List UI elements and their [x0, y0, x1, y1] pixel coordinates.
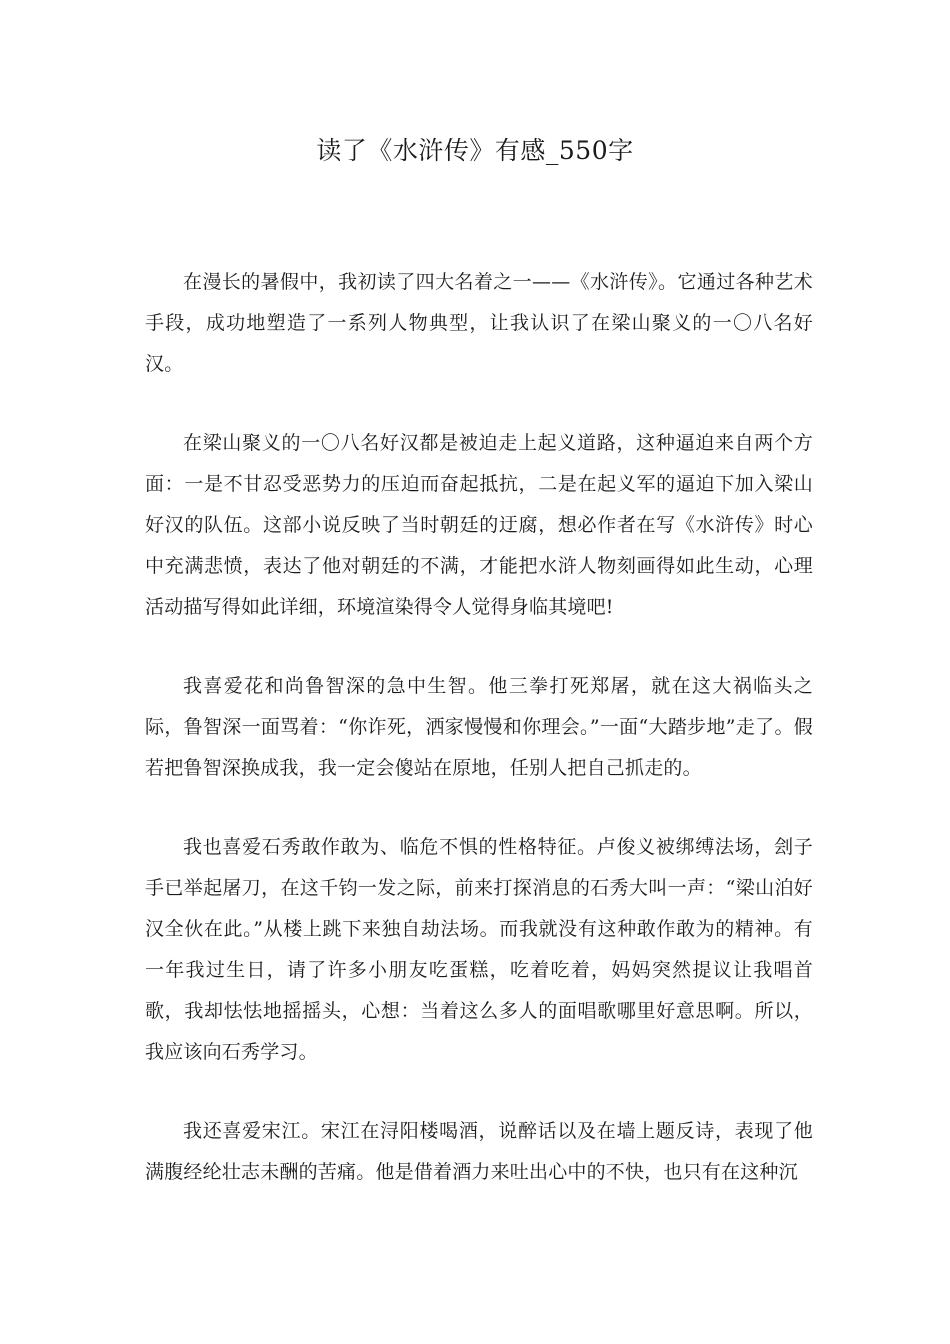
paragraph-3: 我喜爱花和尚鲁智深的急中生智。他三拳打死郑屠，就在这大祸临头之际，鲁智深一面骂着：“你诈死，洒家慢慢和你理会。”一面“大踏步地”走了。假若把鲁智深换成我，我一定会傻站在原地，任别人把自己抓走的。: [145, 675, 813, 779]
paragraph-5: 我还喜爱宋江。宋江在浔阳楼喝酒，说醉话以及在墙上题反诗，表现了他满腹经纶壮志未酬的苦痛。他是借着酒力来吐出心中的不快，也只有在这种沉: [145, 1120, 813, 1183]
document-body: [145, 262, 813, 1231]
paragraph-4: 我也喜爱石秀敢作敢为、临危不惧的性格特征。卢俊义被绑缚法场，刽子手已举起屠刀，在这千钧一发之际，前来打探消息的石秀大叫一声：“梁山泊好汉全伙在此。”从楼上跳下来独自劫法场。而我就没有这种敢作敢为的精神。有一年我过生日，请了许多小朋友吃蛋糕，吃着吃着，妈妈突然提议让我唱首歌，我却怯怯地摇摇头，心想：当着这么多人的面唱歌哪里好意思啊。所以，我应该向石秀学习。: [145, 836, 813, 1063]
paragraph-1: 在漫长的暑假中，我初读了四大名着之一——《水浒传》。它通过各种艺术手段，成功地塑造了一系列人物典型，让我认识了在梁山聚义的一〇八名好汉。: [145, 271, 813, 375]
document-title: 读了《水浒传》有感_550字: [316, 136, 634, 165]
paragraph-2: 在梁山聚义的一〇八名好汉都是被迫走上起义道路，这种逼迫来自两个方面：一是不甘忍受恶势力的压迫而奋起抵抗，二是在起义军的逼迫下加入梁山好汉的队伍。这部小说反映了当时朝廷的迂腐，想必作者在写《水浒传》时心中充满悲愤，表达了他对朝廷的不满，才能把水浒人物刻画得如此生动，心理活动描写得如此详细，环境渲染得令人觉得身临其境吧!: [145, 432, 813, 618]
